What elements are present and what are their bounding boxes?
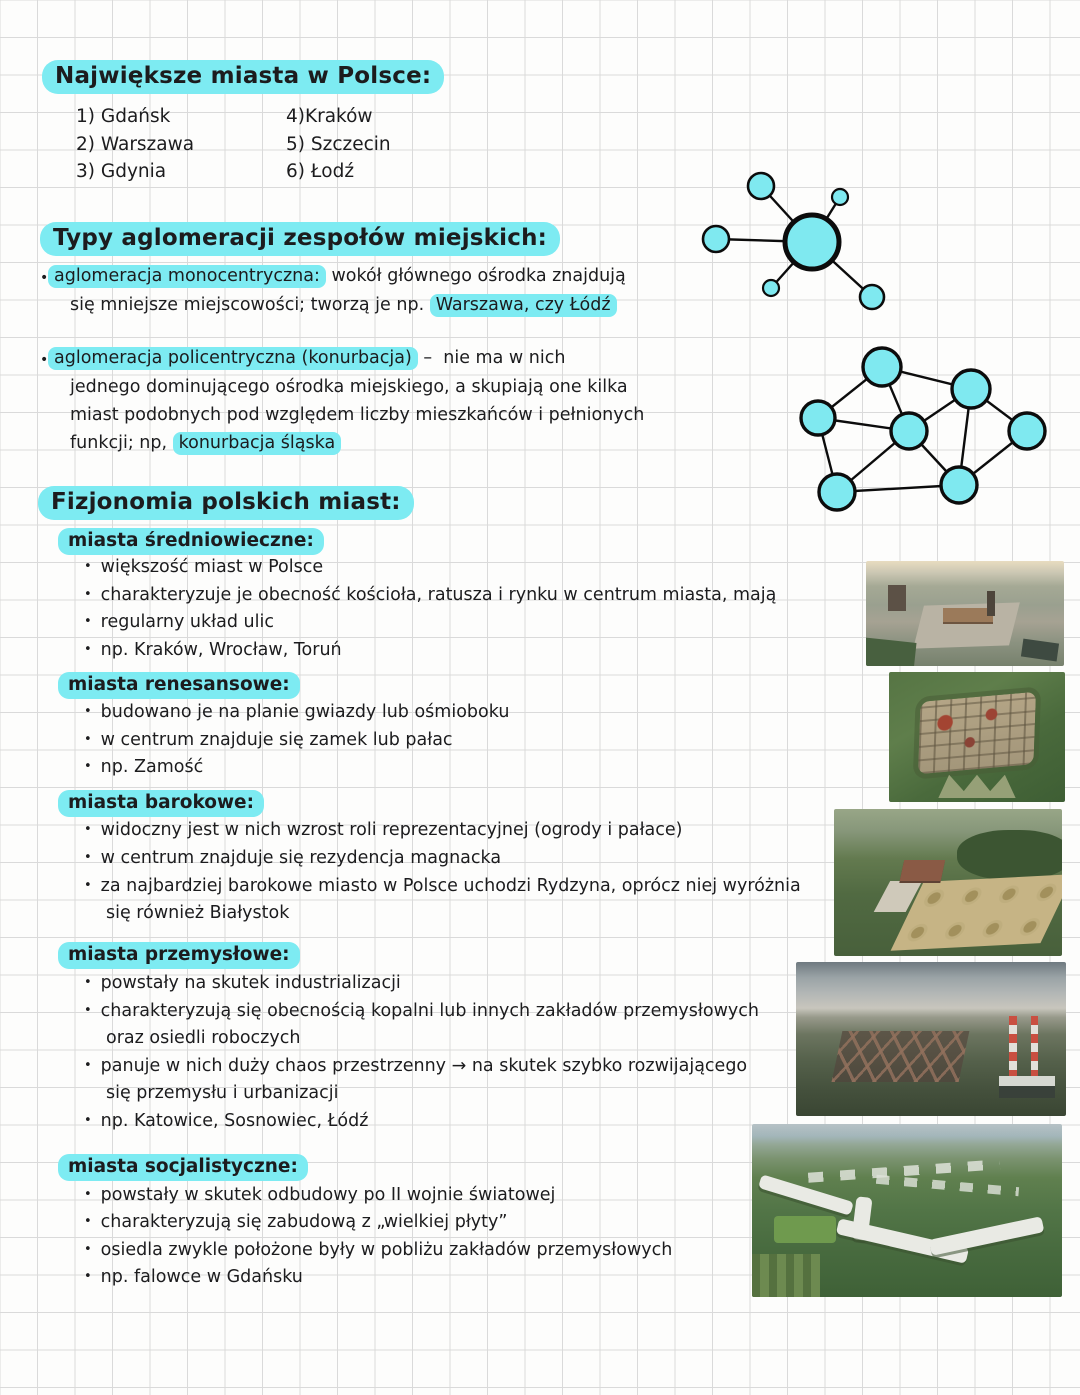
label-baroque-cities: miasta barokowe: [58,790,264,817]
photo-layer [752,1254,820,1297]
renaissance-bullet-3: • np. Zamość [84,757,203,778]
page-title: Największe miasta w Polsce: [42,60,444,94]
photo-medieval-city-krakow [866,561,1064,666]
industrial-bullet-1: • powstały na skutek industrializacji [84,973,401,994]
photo-layer [943,608,993,622]
city-item-4: 4)Kraków [286,106,373,127]
industrial-bullet-3-cont: się przemysłu i urbanizacji [106,1083,339,1103]
monocentric-network-diagram [688,158,912,326]
poli-line-3: miast podobnych pod względem liczby mieszkańców i pełnionych [70,405,645,425]
medieval-bullet-4: • np. Kraków, Wrocław, Toruń [84,640,342,661]
city-node [941,467,977,503]
photo-layer-block [928,1216,1043,1255]
medieval-bullet-2: • charakteryzuje je obecność kościoła, ratusza i rynku w centrum miasta, mają [84,585,776,606]
photo-layer-chimney [1031,1016,1039,1081]
industrial-bullet-2-cont: oraz osiedli roboczych [106,1028,301,1048]
photo-layer [918,691,1036,773]
highlight-poli: aglomeracja policentryczna (konurbacja) [48,347,418,370]
mono-line-1 [48,266,626,287]
socialist-bullet-3: • osiedla zwykle położone były w pobliżu zakładów przemysłowych [84,1240,672,1261]
mono-text-2: się mniejsze miejscowości; tworzą je np. [70,295,430,315]
satellite-node [748,173,774,199]
baroque-bullet-3-cont: się również Białystok [106,903,290,923]
city-node [801,401,835,435]
medieval-bullet-1: • większość miast w Polsce [84,557,323,578]
satellite-node [860,285,884,309]
city-node [891,413,927,449]
label-industrial-cities: miasta przemysłowe: [58,942,300,969]
poli-line-4 [70,433,341,454]
photo-baroque-palace-gardens [834,809,1062,956]
photo-renaissance-city-zamosc [889,672,1065,802]
photo-industrial-city-chimneys [796,962,1066,1116]
photo-layer [888,585,906,611]
highlight-mono-examples: Warszawa, czy Łódź [430,294,617,317]
poli-text-4: funkcji; np, [70,433,173,453]
photo-layer [987,591,995,615]
industrial-bullet-3: • panuje w nich duży chaos przestrzenny → na skutek szybko rozwijającego [84,1056,747,1077]
central-city-node [785,215,839,269]
baroque-bullet-3: • za najbardziej barokowe miasto w Polsce uchodzi Rydzyna, oprócz niej wyróżnia [84,876,801,897]
satellite-node [832,189,848,205]
mono-text-1: wokół głównego ośrodka znajdują [325,266,626,286]
photo-layer [957,830,1062,880]
polycentric-network-diagram [793,343,1055,521]
photo-socialist-housing-gdansk [752,1124,1062,1297]
bullet-dot: • [40,270,49,286]
city-item-2: 2) Warszawa [76,134,195,155]
photo-layer [866,637,917,666]
medieval-bullet-3: • regularny układ ulic [84,612,274,633]
poli-line-1 [48,348,565,369]
satellite-node [703,226,729,252]
city-item-6: 6) Łodź [286,161,355,182]
city-node [952,370,990,408]
bullet-dot: • [40,352,49,368]
socialist-bullet-4: • np. falowce w Gdańsku [84,1267,303,1288]
city-item-1: 1) Gdańsk [76,106,171,127]
city-node [863,348,901,386]
poli-text-1: – nie ma w nich [417,348,566,368]
highlight-mono: aglomeracja monocentryczna: [48,265,326,288]
label-socialist-cities: miasta socjalistyczne: [58,1154,308,1181]
mono-line-2 [70,295,617,316]
renaissance-bullet-2: • w centrum znajduje się zamek lub pałac [84,730,453,751]
highlight-poli-example: konurbacja śląska [173,432,342,455]
satellite-node [763,280,779,296]
photo-layer [1021,638,1059,661]
renaissance-bullet-1: • budowano je na planie gwiazdy lub ośmioboku [84,702,509,723]
industrial-bullet-4: • np. Katowice, Sosnowiec, Łódź [84,1111,368,1132]
baroque-bullet-1: • widoczny jest w nich wzrost roli reprezentacyjnej (ogrody i pałace) [84,820,683,841]
label-medieval-cities: miasta średniowieczne: [58,528,324,555]
city-item-5: 5) Szczecin [286,134,391,155]
city-node [1009,413,1045,449]
label-renaissance-cities: miasta renesansowe: [58,672,300,699]
socialist-bullet-1: • powstały w skutek odbudowy po II wojnie światowej [84,1185,555,1206]
industrial-bullet-2: • charakteryzują się obecnością kopalni lub innych zakładów przemysłowych [84,1001,759,1022]
section-heading-fizjonomia: Fizjonomia polskich miast: [38,486,414,520]
section-heading-agglomeration: Typy aglomeracji zespołów miejskich: [40,222,560,256]
city-node [819,474,855,510]
city-item-3: 3) Gdynia [76,161,167,182]
photo-layer [876,1175,1019,1196]
photo-layer [831,1031,969,1082]
photo-layer [900,860,945,881]
photo-layer [999,1076,1056,1098]
baroque-bullet-2: • w centrum znajduje się rezydencja magnacka [84,848,501,869]
poli-line-2: jednego dominującego ośrodka miejskiego, a skupiają one kilka [70,377,628,397]
photo-layer [938,775,1015,798]
photo-layer [774,1216,836,1244]
socialist-bullet-2: • charakteryzują się zabudową z „wielkiej płyty” [84,1212,507,1233]
photo-layer-chimney [1009,1016,1017,1081]
